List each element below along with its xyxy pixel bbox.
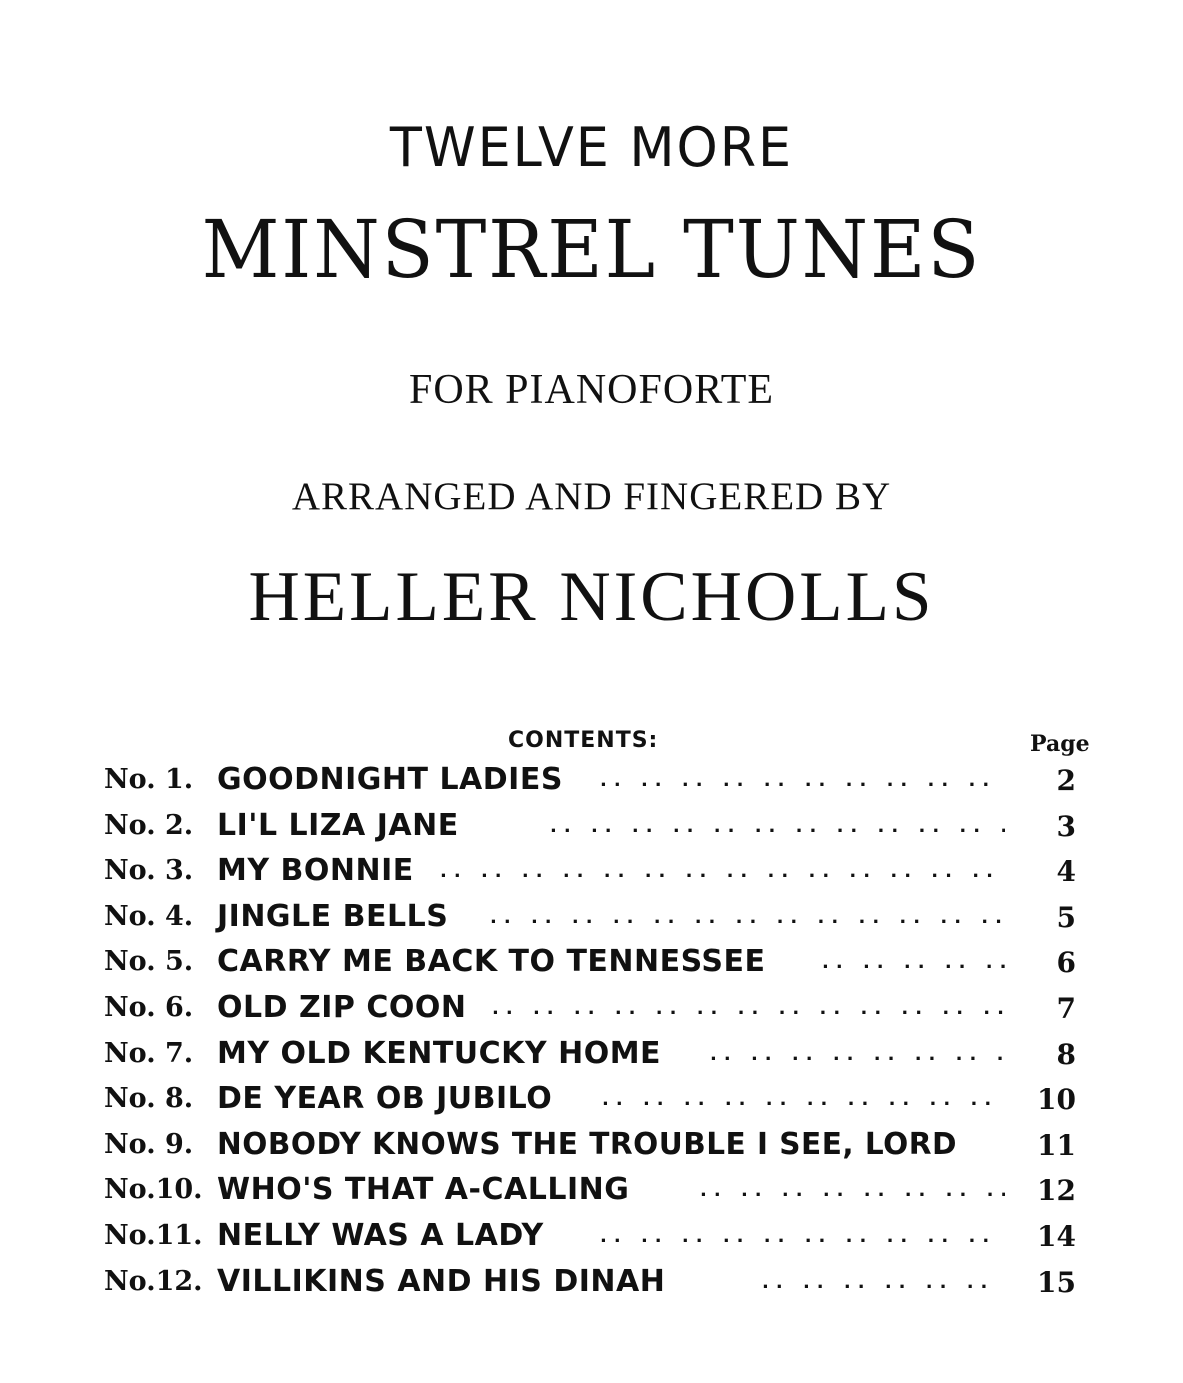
item-number: No. 8.: [104, 1083, 194, 1115]
main-title: MINSTREL TUNES: [201, 203, 982, 296]
item-page: 15: [1037, 1265, 1076, 1299]
item-number: No.11.: [104, 1219, 203, 1251]
dot-leader: [710, 1050, 1005, 1060]
contents-heading: CONTENTS:: [508, 728, 659, 753]
item-number: No. 4.: [104, 900, 194, 932]
dot-leader: [762, 1278, 1005, 1288]
item-number: No. 7.: [104, 1037, 194, 1069]
item-title: OLD ZIP COON: [217, 989, 467, 1025]
contents-row: [0, 1262, 1183, 1308]
item-title: MY BONNIE: [217, 853, 414, 889]
item-number: No.10.: [104, 1174, 203, 1206]
dot-leader: [602, 1095, 1005, 1105]
contents-row: [0, 851, 1183, 897]
dot-leader: [600, 776, 1005, 786]
item-title: JINGLE BELLS: [217, 898, 449, 934]
contents-list: [0, 760, 1183, 1307]
dot-leader: [700, 1186, 1005, 1196]
item-title: LI'L LIZA JANE: [217, 807, 459, 843]
dot-leader: [440, 867, 1005, 877]
item-number: No. 2.: [104, 809, 194, 841]
contents-row: [0, 897, 1183, 943]
dot-leader: [822, 958, 1005, 968]
instrument-line: FOR PIANOFORTE: [408, 367, 775, 413]
item-number: No.12.: [104, 1265, 203, 1297]
credit-line: ARRANGED AND FINGERED BY: [291, 475, 892, 518]
item-page: 4: [1056, 855, 1076, 889]
dot-leader: [492, 1004, 1005, 1014]
item-title: CARRY ME BACK TO TENNESSEE: [217, 944, 766, 980]
item-number: No. 9.: [104, 1128, 194, 1160]
item-title: NOBODY KNOWS THE TROUBLE I SEE, LORD: [217, 1126, 958, 1162]
contents-row: [0, 760, 1183, 806]
item-page: 3: [1056, 809, 1076, 843]
item-page: 8: [1056, 1037, 1076, 1071]
item-page: 14: [1037, 1219, 1076, 1253]
item-title: VILLIKINS AND HIS DINAH: [217, 1263, 666, 1299]
contents-row: [0, 1079, 1183, 1125]
dot-leader: [490, 913, 1005, 923]
item-page: 10: [1037, 1083, 1076, 1117]
contents-row: [0, 1170, 1183, 1216]
item-number: No. 5.: [104, 946, 194, 978]
item-page: 5: [1056, 900, 1076, 934]
item-title: GOODNIGHT LADIES: [217, 762, 563, 797]
contents-row: [0, 1216, 1183, 1262]
dot-leader: [600, 1232, 1005, 1242]
contents-row: [0, 942, 1183, 988]
item-number: No. 6.: [104, 991, 194, 1023]
page-column-heading: Page: [1030, 731, 1090, 757]
item-page: 7: [1056, 991, 1076, 1025]
contents-row: [0, 806, 1183, 852]
subtitle-top: TWELVE MORE: [389, 116, 794, 179]
item-number: No. 3.: [104, 855, 194, 887]
item-title: DE YEAR OB JUBILO: [217, 1081, 553, 1117]
item-title: NELLY WAS A LADY: [217, 1217, 544, 1253]
contents-row: [0, 1125, 1183, 1171]
item-page: 11: [1037, 1128, 1076, 1162]
item-number: No. 1.: [104, 764, 194, 795]
item-page: 2: [1056, 764, 1076, 797]
contents-row: [0, 1034, 1183, 1080]
item-title: MY OLD KENTUCKY HOME: [217, 1035, 662, 1071]
contents-row: [0, 988, 1183, 1034]
item-title: WHO'S THAT A-CALLING: [217, 1172, 630, 1208]
item-page: 6: [1056, 946, 1076, 980]
item-page: 12: [1037, 1174, 1076, 1208]
arranger-name: HELLER NICHOLLS: [248, 558, 935, 636]
dot-leader: [550, 822, 1005, 832]
